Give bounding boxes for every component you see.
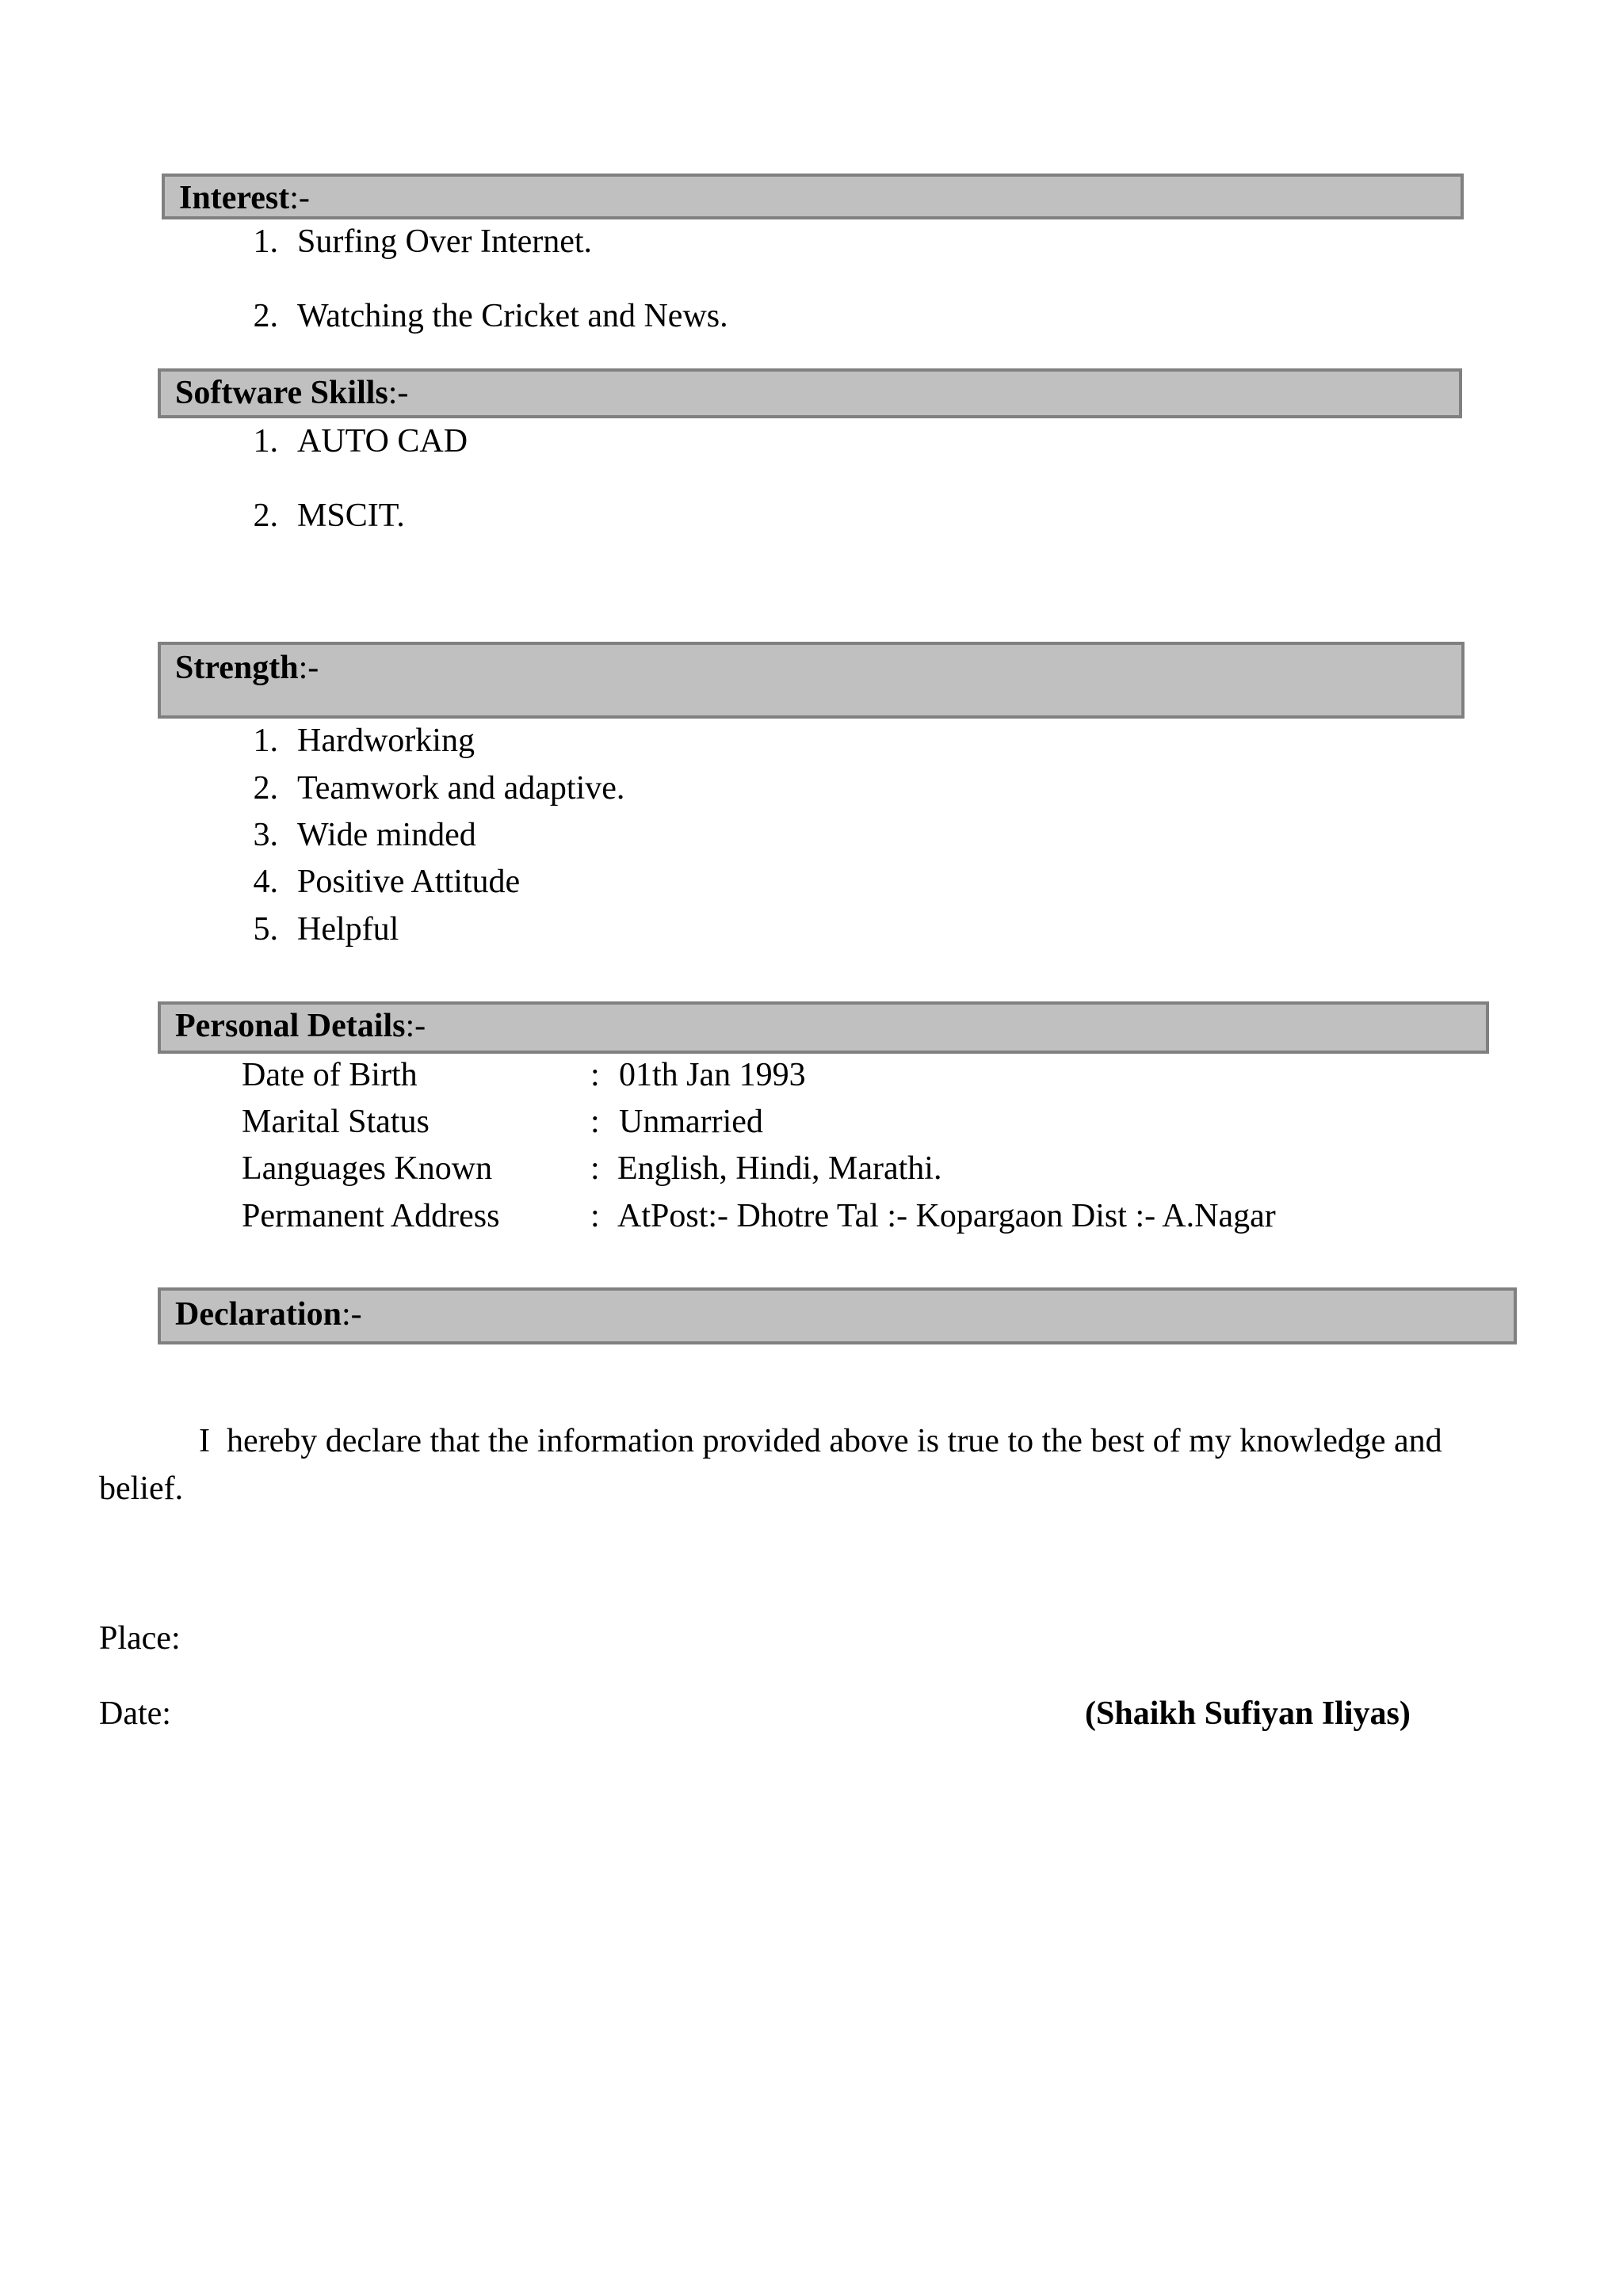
list-item	[0, 818, 1623, 853]
list-number: 2.	[253, 770, 278, 807]
detail-colon: :	[590, 1198, 600, 1234]
list-number: 4.	[253, 864, 278, 900]
section-title-wrap	[175, 1009, 426, 1043]
detail-colon: :	[590, 1057, 600, 1093]
section-title: Software Skills	[175, 375, 388, 411]
list-number: 2.	[253, 298, 278, 334]
list-item	[0, 724, 1623, 759]
section-title: Personal Details	[175, 1008, 406, 1044]
list-text: Teamwork and adaptive.	[297, 770, 625, 807]
section-title: Interest	[179, 180, 290, 216]
list-item	[0, 772, 1623, 807]
section-title-wrap	[179, 181, 310, 215]
section-title-suffix: :-	[341, 1296, 362, 1333]
list-text: Surfing Over Internet.	[297, 223, 593, 260]
list-number: 1.	[253, 423, 278, 460]
section-title-suffix: :-	[298, 650, 319, 686]
section-title-suffix: :-	[388, 375, 409, 411]
date-label: Date:	[99, 1695, 171, 1732]
list-text: MSCIT.	[297, 498, 405, 534]
list-item	[0, 499, 1623, 534]
list-text: Hardworking	[297, 723, 475, 759]
detail-label: Marital Status	[242, 1104, 430, 1140]
list-number: 1.	[253, 723, 278, 759]
list-text: AUTO CAD	[297, 423, 468, 460]
detail-row-permanent-address	[242, 1199, 1589, 1239]
list-text: Wide minded	[297, 817, 476, 853]
section-header-interest	[162, 174, 1464, 219]
section-title-wrap	[175, 651, 319, 685]
detail-label: Languages Known	[242, 1150, 493, 1187]
section-title-wrap	[175, 1298, 362, 1331]
section-title-suffix: :-	[289, 180, 310, 216]
detail-colon: :	[590, 1150, 600, 1187]
declaration-text-line-2: belief.	[99, 1470, 184, 1507]
detail-value: English, Hindi, Marathi.	[617, 1150, 942, 1187]
section-header-personal-details	[158, 1001, 1489, 1054]
declaration-text-line-1: I hereby declare that the information provided above is true to the best of my knowledge and	[199, 1423, 1442, 1459]
signature-name: (Shaikh Sufiyan Iliyas)	[1085, 1695, 1411, 1732]
list-item	[0, 425, 1623, 460]
list-item	[0, 913, 1623, 948]
section-title: Declaration	[175, 1296, 342, 1333]
detail-value: 01th Jan 1993	[619, 1057, 806, 1093]
detail-row-languages-known	[242, 1152, 1589, 1192]
list-number: 3.	[253, 817, 278, 853]
section-header-strength	[158, 642, 1465, 719]
detail-colon: :	[590, 1104, 600, 1140]
detail-row-date-of-birth	[242, 1058, 1589, 1098]
detail-value: AtPost:- Dhotre Tal :- Kopargaon Dist :- A.Nagar	[617, 1198, 1276, 1234]
detail-label: Date of Birth	[242, 1057, 418, 1093]
detail-row-marital-status	[242, 1105, 1589, 1145]
list-number: 2.	[253, 498, 278, 534]
list-item	[0, 865, 1623, 900]
list-text: Watching the Cricket and News.	[297, 298, 728, 334]
list-number: 1.	[253, 223, 278, 260]
section-header-declaration	[158, 1287, 1517, 1344]
section-title: Strength	[175, 650, 299, 686]
detail-value: Unmarried	[619, 1104, 763, 1140]
list-item	[0, 225, 1623, 260]
list-item	[0, 299, 1623, 334]
list-text: Helpful	[297, 911, 399, 948]
section-title-suffix: :-	[405, 1008, 426, 1044]
section-title-wrap	[175, 376, 408, 410]
detail-label: Permanent Address	[242, 1198, 500, 1234]
section-header-software-skills	[158, 368, 1462, 418]
place-label: Place:	[99, 1620, 181, 1657]
list-text: Positive Attitude	[297, 864, 521, 900]
list-number: 5.	[253, 911, 278, 948]
